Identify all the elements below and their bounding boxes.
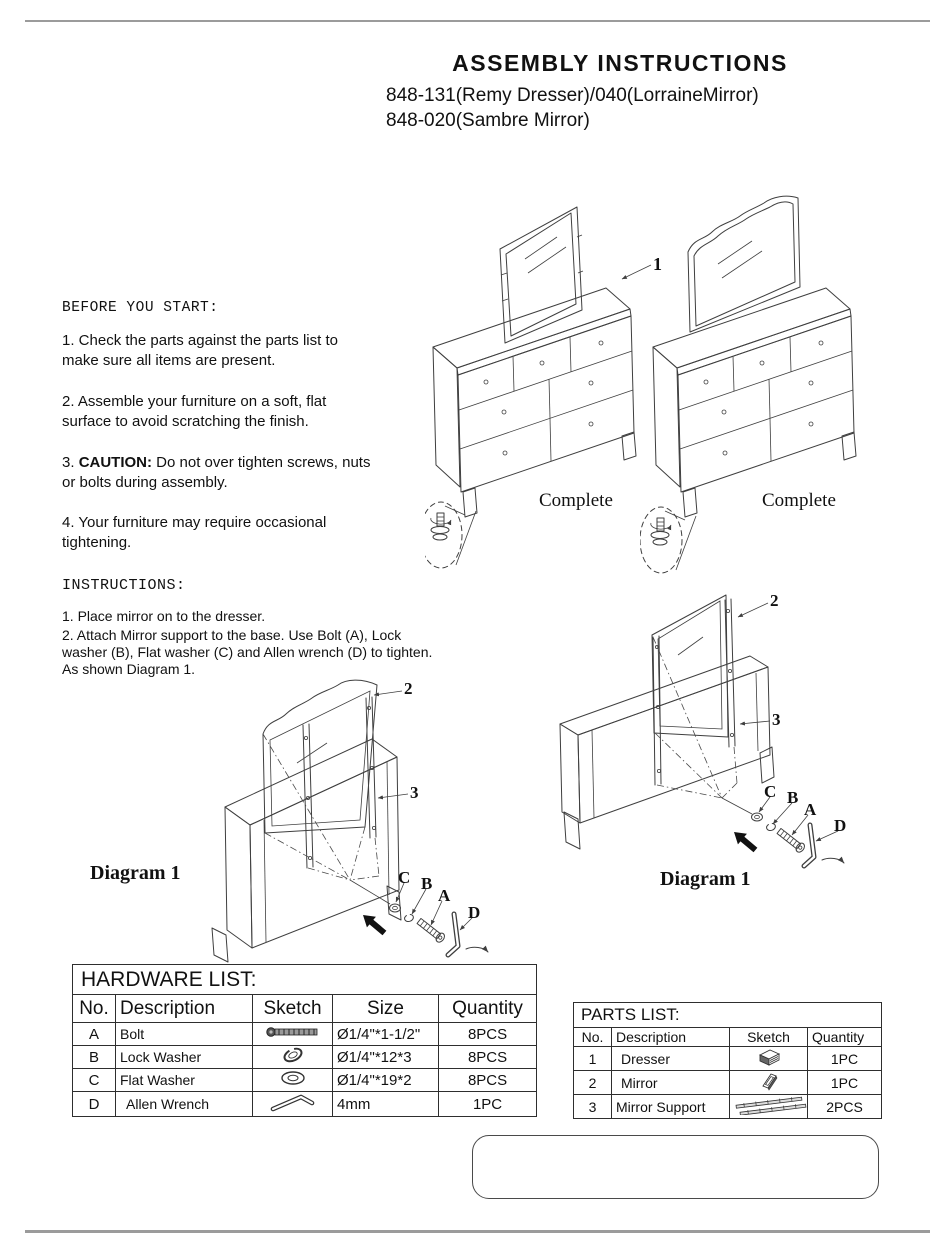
- rotate-arrow: [466, 947, 488, 952]
- foot-detail-callout: [425, 502, 476, 568]
- mirror-icon: [759, 1071, 779, 1091]
- note-3: 3. CAUTION: Do not over tighten screws, nuts or bolts during assembly.: [62, 454, 371, 491]
- complete-illustration-left: [425, 197, 675, 575]
- col-size: Size: [333, 995, 439, 1023]
- callout-label-c: C: [398, 868, 411, 887]
- push-arrow: [359, 910, 389, 939]
- page-title: ASSEMBLY INSTRUCTIONS: [452, 50, 788, 76]
- top-divider: [25, 20, 930, 22]
- diagram-1-right: [558, 575, 948, 960]
- note-2: 2. Assemble your furniture on a soft, flat surface to avoid scratching the finish.: [62, 393, 327, 430]
- hardware-row-a: A Bolt Ø1/4"*1-1/2" 8PCS: [73, 1023, 537, 1046]
- rotate-arrow: [822, 858, 844, 863]
- dresser-body: [433, 288, 636, 517]
- allen-wrench-icon: [269, 1092, 317, 1112]
- caution-label: CAUTION:: [78, 454, 153, 471]
- model-line-1: 848-131(Remy Dresser)/040(LorraineMirror): [386, 85, 759, 106]
- hardware-header-row: [73, 995, 537, 1023]
- foot-detail-callout: [640, 507, 696, 573]
- hardware-row-d: D Allen Wrench 4mm 1PC: [73, 1092, 537, 1117]
- note-1: 1. Check the parts against the parts list to make sure all items are present.: [62, 332, 338, 369]
- parts-row-2: 2 Mirror 1PC: [574, 1071, 882, 1095]
- hardware-row-c: C Flat Washer Ø1/4"*19*2 8PCS: [73, 1069, 537, 1092]
- parts-row-3: 3 Mirror Support 2PCS: [574, 1095, 882, 1119]
- parts-list-title: PARTS LIST:: [574, 1003, 882, 1028]
- bottom-divider: [25, 1230, 930, 1233]
- callout-label-b: B: [787, 788, 799, 807]
- col-description: Description: [612, 1028, 730, 1047]
- hardware-row-b: B Lock Washer Ø1/4"*12*3 8PCS: [73, 1046, 537, 1069]
- bolt-part: [776, 827, 806, 854]
- callout-label-d: D: [834, 816, 847, 835]
- parts-header-row: [574, 1028, 882, 1047]
- arched-mirror-back: [263, 680, 377, 833]
- flat-washer-icon: [280, 1070, 306, 1086]
- dresser-body: [653, 288, 856, 517]
- instructions-heading: INSTRUCTIONS:: [62, 577, 186, 594]
- col-sketch: Sketch: [253, 995, 333, 1023]
- mirror-support-icon: [734, 1095, 808, 1115]
- col-quantity: Quantity: [808, 1028, 882, 1047]
- complete-caption-left: Complete: [539, 490, 613, 511]
- callout-label-b: B: [421, 874, 433, 893]
- col-no: No.: [574, 1028, 612, 1047]
- col-sketch: Sketch: [730, 1028, 808, 1047]
- mirror-support-rails: [653, 599, 737, 785]
- projection-lines: [653, 637, 752, 814]
- footer-note-box: [472, 1135, 879, 1199]
- dresser-back: [560, 656, 777, 849]
- col-description: Description: [116, 995, 253, 1023]
- flat-washer-part: [390, 904, 401, 912]
- callout-label-3: 3: [410, 783, 419, 802]
- flat-washer-part: [752, 813, 763, 821]
- callout-label-a: A: [438, 886, 451, 905]
- dresser-icon: [756, 1047, 782, 1067]
- lock-washer-icon: [280, 1046, 306, 1064]
- hardware-list-table: [72, 964, 537, 1117]
- diagram-1-left: [82, 668, 502, 968]
- parts-row-1: 1 Dresser 1PC: [574, 1047, 882, 1071]
- callout-label-c: C: [764, 782, 777, 801]
- assembly-instructions-page: ASSEMBLY INSTRUCTIONS 848-131(Remy Dresser)/040(LorraineMirror) 848-020(Sambre Mirror) BEFORE YOU START: 1. Check the parts against the parts list to make sure all items are present. 2. Assemble your furniture on a soft, flat surface to avoid scratching the finish. 3. CAUTION: Do not over tighten screws, nuts or bolts during assembly. 4. Your furniture may require occasional tightening. INSTRUCTIONS: 1. Place mirror on to the dresser. 2. Attach Mirror support to the base. Use Bolt (A), Lock washer (B), Flat washer (C) and Allen wrench (D) to tighten. As shown Diagram 1. 1 Complete Complete 2 3 C B A D Diagram 1 2 3 C B A D Diagram 1 HARDWARE LIST: No. Description Sketch Size Quantity A Bolt Ø1/4"*1-1/2" 8PCS B Lock Washer Ø1/4"*12*3 8PCS C Flat Washer Ø1/4"*19*2 8PCS D Allen Wrench 4mm 1PC PARTS LIST: No. Description Sketch Quantity 1 Dresser 1PC 2 Mirror 1PC 3 Mirror Support 2PCS: [0, 0, 950, 1255]
- callout-label-3: 3: [772, 710, 781, 729]
- rect-mirror: [500, 207, 583, 343]
- complete-illustration-right: [640, 190, 898, 575]
- diagram-caption-right: Diagram 1: [660, 868, 751, 890]
- bolt-part: [416, 917, 446, 944]
- callout-label-2: 2: [404, 679, 413, 698]
- col-quantity: Quantity: [439, 995, 537, 1023]
- model-line-2: 848-020(Sambre Mirror): [386, 110, 590, 131]
- callout-label-a: A: [804, 800, 817, 819]
- note-4: 4. Your furniture may require occasional tightening.: [62, 514, 327, 551]
- callout-label-2: 2: [770, 591, 779, 610]
- bolt-icon: [265, 1024, 321, 1040]
- push-arrow: [730, 827, 760, 856]
- complete-caption-right: Complete: [762, 490, 836, 511]
- hardware-list-title: HARDWARE LIST:: [73, 965, 537, 995]
- callout-label-d: D: [468, 903, 481, 922]
- allen-wrench-part: [448, 914, 458, 955]
- lock-washer-part: [766, 822, 777, 831]
- allen-wrench-part: [804, 825, 814, 866]
- before-you-start-heading: BEFORE YOU START:: [62, 300, 219, 316]
- col-no: No.: [73, 995, 116, 1023]
- lock-washer-part: [404, 913, 415, 922]
- rect-mirror-back: [652, 595, 728, 737]
- callout-label-1: 1: [653, 254, 662, 274]
- diagram-caption-left: Diagram 1: [90, 862, 181, 884]
- parts-list-table: [573, 1002, 882, 1119]
- arched-mirror: [688, 196, 800, 332]
